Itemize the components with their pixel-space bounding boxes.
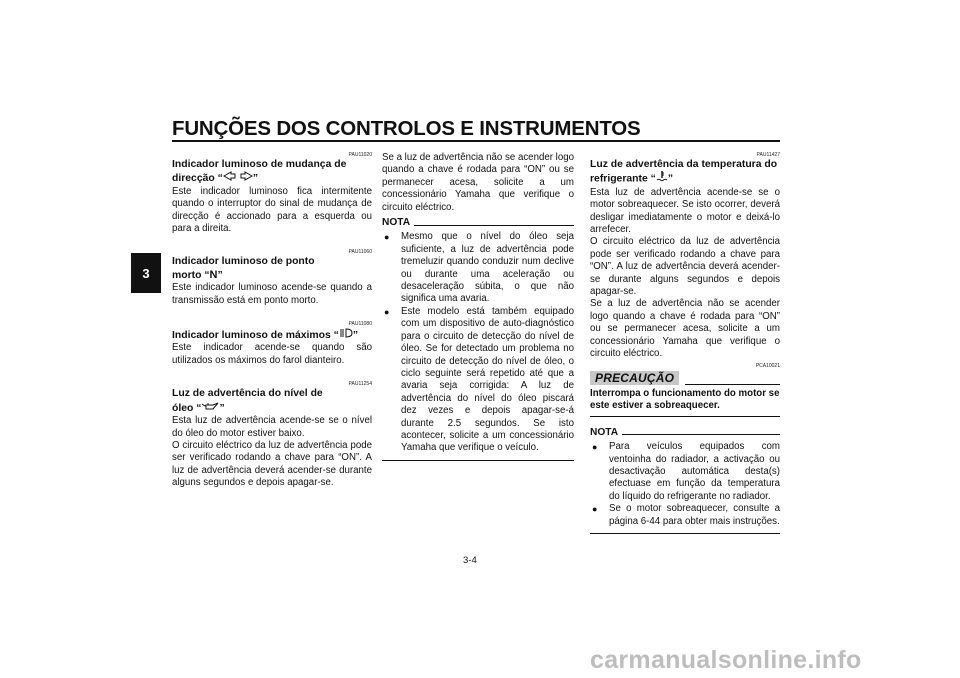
note-end-rule — [590, 533, 780, 534]
note-list — [382, 231, 574, 454]
paragraph: Se a luz de advertência não se acender logo quando a chave é rodada para “ON” ou se permanecer acesa, solicite a um concessionário Yamaha que verifique o circuito eléctrico. — [590, 298, 780, 360]
note-header — [590, 427, 780, 439]
note-label: NOTA — [590, 426, 619, 438]
heading-text: ” — [219, 402, 225, 414]
heading-text: morto “ — [172, 269, 210, 281]
coolant-temperature-icon — [656, 171, 668, 186]
chapter-tab: 3 — [131, 253, 161, 293]
paragraph: Esta luz de advertência acende-se se o motor sobreaquecer. Se isto ocorrer, deverá desligar imediatamente o motor e deixá-lo arrefecer. — [590, 186, 780, 236]
heading-text: óleo “ — [172, 402, 202, 414]
list-item: ● Se o motor sobreaquecer, consulte a página 6-44 para obter mais instruções. — [590, 503, 780, 528]
caution-end-rule — [590, 416, 780, 417]
neutral-n-icon: N — [209, 268, 218, 281]
page-number: 3-4 — [463, 555, 477, 566]
high-beam-icon — [339, 328, 353, 342]
heading-neutral — [172, 256, 372, 282]
section-code: PAU11080 — [348, 321, 372, 328]
heading-line: Luz de advertência da temperatura do — [590, 159, 778, 170]
paragraph: Se a luz de advertência não se acender logo quando a chave é rodada para “ON” ou se permanecer acesa, solicite a um concessionário Yamaha que verifique o circuito eléctrico. — [382, 152, 574, 213]
caution-label: PRECAUÇÃO — [590, 371, 679, 385]
section-code: PAU11254 — [348, 381, 372, 388]
caution-code: PCA10021 — [755, 362, 780, 369]
paragraph: Este indicador luminoso acende-se quando a transmissão está em ponto morto. — [172, 282, 372, 306]
caution-text: Interrompa o funcionamento do motor se este estiver a sobreaquecer. — [590, 387, 780, 412]
paragraph: O circuito eléctrico da luz de advertência pode ser verificado rodando a chave para “ON”. A luz de advertência deverá acender-se durante alguns segundos e depois apagar-se. — [590, 236, 780, 298]
section-code: PAU11427 — [756, 152, 780, 158]
section-code: PAU11060 — [348, 249, 372, 256]
heading-text: Indicador luminoso de máximos “ — [172, 330, 339, 342]
watermark: carmanualsonline.info — [590, 646, 862, 674]
paragraph: Este indicador acende-se quando são utilizados os máximos do farol dianteiro. — [172, 342, 372, 366]
column-2 — [382, 152, 574, 472]
note-list — [590, 441, 780, 528]
section-code: PAU11020 — [348, 152, 372, 158]
list-item: ● Este modelo está também equipado com um dispositivo de auto-diagnóstico para o circuito de detecção do nível de óleo. Se for detectado um problema no circuito de detecção do nível de óleo, o ciclo seguinte será repetido até que a avaria seja corrigida: A luz de advertência do nível do óleo piscará dez vezes e depois apagar-se-á durante 2.5 segundos. Se isto acontecer, solicite a um concessionário Yamaha que verifique o veículo. — [382, 306, 574, 455]
turn-signal-arrows-icon — [223, 171, 253, 185]
title-rule — [172, 140, 780, 142]
heading-turn-signal — [172, 159, 372, 186]
heading-line: Luz de advertência do nível de — [172, 388, 323, 400]
paragraph: Esta luz de advertência acende-se se o nível do óleo do motor estiver baixo. — [172, 415, 372, 439]
heading-text: ” — [252, 173, 259, 185]
note-label: NOTA — [382, 217, 411, 229]
heading-oil-level — [172, 388, 372, 415]
heading-line: Indicador luminoso de ponto — [172, 256, 315, 268]
list-item: ● Para veículos equipados com ventoinha do radiador, a activação ou desactivação automática desta(s) efectuase em função da temperatura do líquido do refrigerante no radiador. — [590, 441, 780, 503]
heading-text: ” — [217, 269, 223, 281]
heading-coolant-temp — [590, 159, 780, 187]
heading-line — [590, 171, 780, 186]
column-1 — [172, 152, 372, 532]
heading-line — [172, 269, 372, 282]
caution-header — [590, 371, 780, 385]
column-3 — [590, 152, 780, 552]
paragraph: O circuito eléctrico da luz de advertência pode ser verificado rodando a chave para “ON”. A luz de advertência deverá acender-se durante alguns segundos e depois apagar-se. — [172, 439, 372, 489]
heading-text: ” — [352, 330, 359, 342]
note-end-rule — [382, 460, 574, 461]
list-item: ● Mesmo que o nível do óleo seja suficiente, a luz de advertência pode tremeluzir quando conduzir num declive ou durante uma aceleração ou desaceleração súbita, o que não significa uma avaria. — [382, 231, 574, 305]
heading-line — [172, 171, 372, 185]
oil-can-icon — [201, 401, 219, 415]
heading-text: direcção “ — [172, 173, 223, 185]
heading-line — [172, 401, 372, 415]
paragraph: Este indicador luminoso fica intermitente quando o interruptor do sinal de mudança de direcção é accionado para a esquerda ou para a direita. — [172, 185, 372, 235]
heading-text: refrigerante “ — [590, 173, 656, 185]
note-header — [382, 217, 574, 229]
heading-text: ” — [667, 173, 674, 185]
page-title: FUNÇÕES DOS CONTROLOS E INSTRUMENTOS — [172, 117, 641, 140]
heading-high-beam — [172, 328, 372, 342]
heading-line: Indicador luminoso de mudança de — [172, 159, 347, 170]
